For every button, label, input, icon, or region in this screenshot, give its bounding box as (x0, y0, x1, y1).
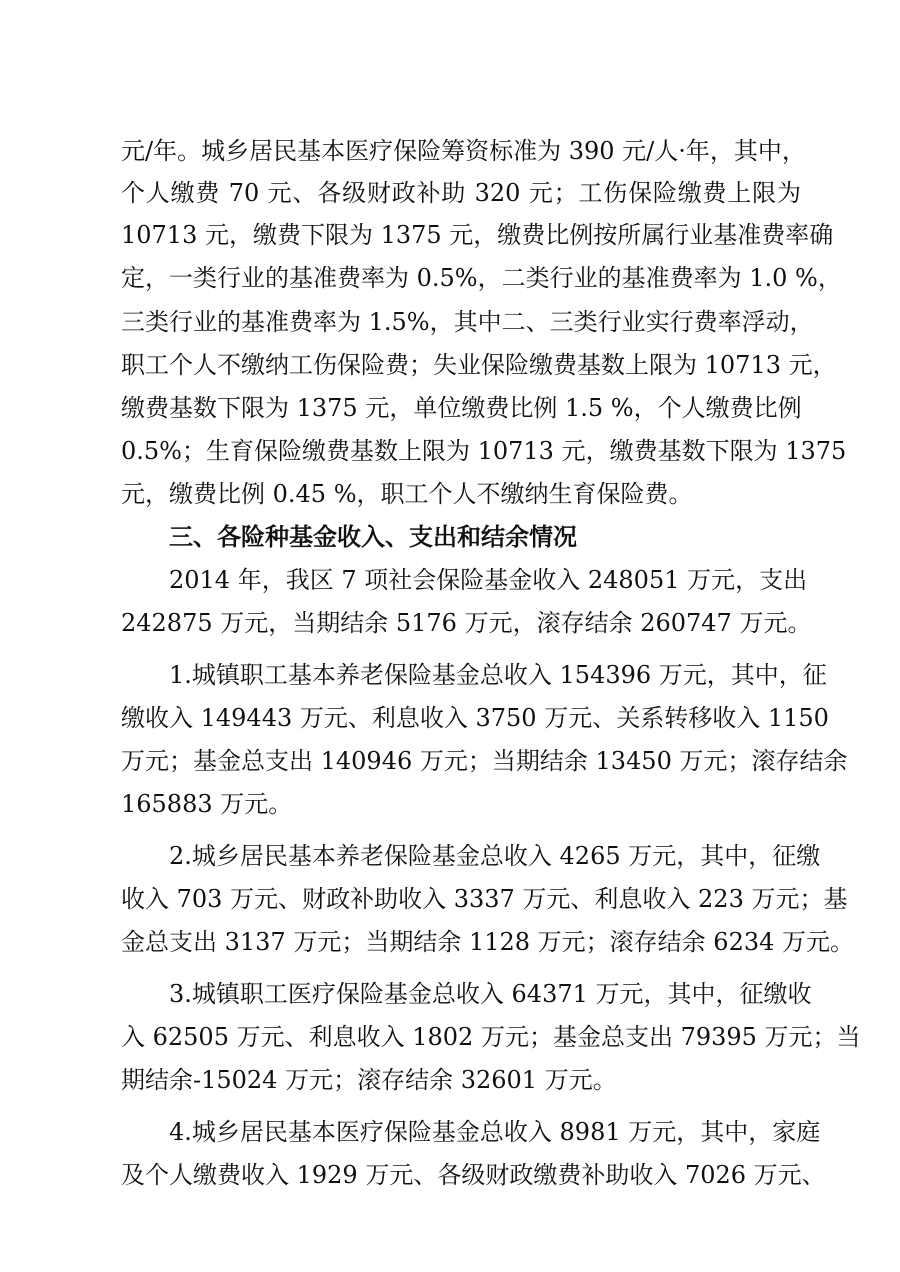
paragraph-rates-line-6: 职工个人不缴纳工伤保险费；失业保险缴费基数上限为 10713 元， (121, 351, 837, 379)
paragraph-rates-line-8: 0.5%；生育保险缴费基数上限为 10713 元，缴费基数下限为 1375 (121, 437, 847, 465)
item-1-line-4: 165883 万元。 (121, 790, 293, 818)
paragraph-rates-line-3: 10713 元，缴费下限为 1375 元，缴费比例按所属行业基准费率确 (121, 221, 834, 249)
item-2-line-2: 收入 703 万元、财政补助收入 3337 万元、利息收入 223 万元；基 (121, 885, 848, 913)
paragraph-rates-line-1: 元/年。城乡居民基本医疗保险筹资标准为 390 元/人·年，其中， (121, 137, 806, 165)
item-3-line-3: 期结余-15024 万元；滚存结余 32601 万元。 (121, 1066, 617, 1094)
item-1-line-1: 1.城镇职工基本养老保险基金总收入 154396 万元，其中，征 (169, 661, 827, 689)
item-3-line-1: 3.城镇职工医疗保险基金总收入 64371 万元，其中，征缴收 (169, 980, 812, 1008)
item-4-line-1: 4.城乡居民基本医疗保险基金总收入 8981 万元，其中，家庭 (169, 1118, 821, 1146)
item-1-line-2: 缴收入 149443 万元、利息收入 3750 万元、关系转移收入 1150 (121, 704, 829, 732)
item-3-line-2: 入 62505 万元、利息收入 1802 万元；基金总支出 79395 万元；当 (121, 1023, 861, 1051)
item-1-line-3: 万元；基金总支出 140946 万元；当期结余 13450 万元；滚存结余 (121, 747, 848, 775)
paragraph-rates-line-9: 元，缴费比例 0.45 %，职工个人不缴纳生育保险费。 (121, 480, 693, 508)
paragraph-rates-line-4: 定，一类行业的基准费率为 0.5%，二类行业的基准费率为 1.0 %， (121, 264, 842, 292)
item-2-line-3: 金总支出 3137 万元；当期结余 1128 万元；滚存结余 6234 万元。 (121, 928, 855, 956)
section-heading: 三、各险种基金收入、支出和结余情况 (169, 523, 577, 551)
item-4-line-2: 及个人缴费收入 1929 万元、各级财政缴费补助收入 7026 万元、 (121, 1161, 826, 1189)
paragraph-rates-line-7: 缴费基数下限为 1375 元，单位缴费比例 1.5 %，个人缴费比例 (121, 394, 802, 422)
summary-line-2: 242875 万元，当期结余 5176 万元，滚存结余 260747 万元。 (121, 609, 812, 637)
paragraph-rates-line-5: 三类行业的基准费率为 1.5%，其中二、三类行业实行费率浮动， (121, 308, 814, 336)
item-2-line-1: 2.城乡居民基本养老保险基金总收入 4265 万元，其中，征缴 (169, 842, 821, 870)
paragraph-rates-line-2: 个人缴费 70 元、各级财政补助 320 元；工伤保险缴费上限为 (121, 179, 801, 207)
summary-line-1: 2014 年，我区 7 项社会保险基金收入 248051 万元，支出 (169, 566, 808, 594)
